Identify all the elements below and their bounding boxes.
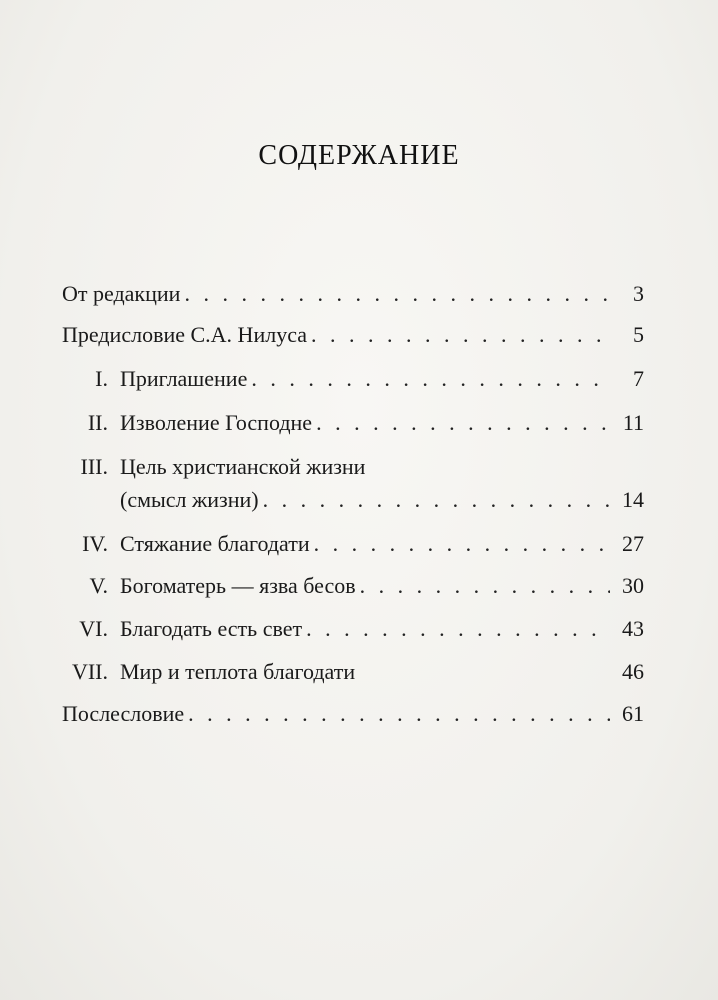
toc-entry-number: I. <box>95 366 108 391</box>
toc-entry-label-continued: (смысл жизни) <box>120 487 259 512</box>
toc-leader-dots <box>188 697 610 731</box>
toc-entry <box>62 527 644 561</box>
toc-leader-dots <box>263 483 610 517</box>
toc-entry-page: 3 <box>633 281 644 306</box>
toc-entry <box>62 612 644 646</box>
toc-entry-number: VII. <box>71 659 108 684</box>
toc-leader-dots <box>184 277 610 311</box>
toc-leader-dots <box>311 318 610 352</box>
toc-entry-page: 14 <box>622 487 644 512</box>
toc-entry <box>62 483 644 517</box>
toc-leader-dots <box>306 612 610 646</box>
toc-entry-page: 61 <box>622 701 644 726</box>
toc-entry-label: Послесловие <box>62 701 185 726</box>
toc-entry-label: Предисловие С.А. Нилуса <box>62 322 307 347</box>
toc-entry-page: 11 <box>622 410 644 435</box>
toc-entry-label: Благодать есть свет <box>120 616 303 641</box>
toc-leader-dots <box>251 362 610 396</box>
toc-entry-label: От редакции <box>62 281 181 306</box>
toc-entry <box>62 697 644 731</box>
toc-entry <box>62 569 644 603</box>
toc-entry-number: III. <box>80 454 108 479</box>
toc-entry-label: Изволение Господне <box>120 410 313 435</box>
toc-entry-number: II. <box>87 410 108 435</box>
toc-entry-number: V. <box>89 573 108 598</box>
toc-entry-multiline <box>62 450 644 484</box>
toc-entry-page: 43 <box>622 616 644 641</box>
toc-entry-page: 27 <box>622 531 644 556</box>
toc-entry-label: Богоматерь — язва бесов <box>120 573 356 598</box>
toc-entry-label: Цель христианской жизни <box>120 454 366 479</box>
toc-entry-page: 30 <box>622 573 644 598</box>
page-title: СОДЕРЖАНИЕ <box>258 140 460 171</box>
toc-entry <box>62 277 644 311</box>
toc-entry-page: 46 <box>622 659 644 684</box>
toc-leader-dots <box>316 406 610 440</box>
toc-entry <box>62 362 644 396</box>
toc-entry-label: Приглашение <box>120 366 248 391</box>
toc-leader-dots <box>314 527 610 561</box>
toc-entry-label: Мир и теплота благодати <box>120 659 356 684</box>
toc-leader-dots <box>360 569 610 603</box>
toc-entry <box>62 655 644 689</box>
toc-entry-page: 7 <box>633 366 644 391</box>
toc-entry <box>62 318 644 352</box>
toc-entry-number: VI. <box>79 616 108 641</box>
toc-entry <box>62 406 644 440</box>
toc-entry-page: 5 <box>633 322 644 347</box>
toc-entry-label: Стяжание благодати <box>120 531 310 556</box>
toc-entry-number: IV. <box>82 531 108 556</box>
